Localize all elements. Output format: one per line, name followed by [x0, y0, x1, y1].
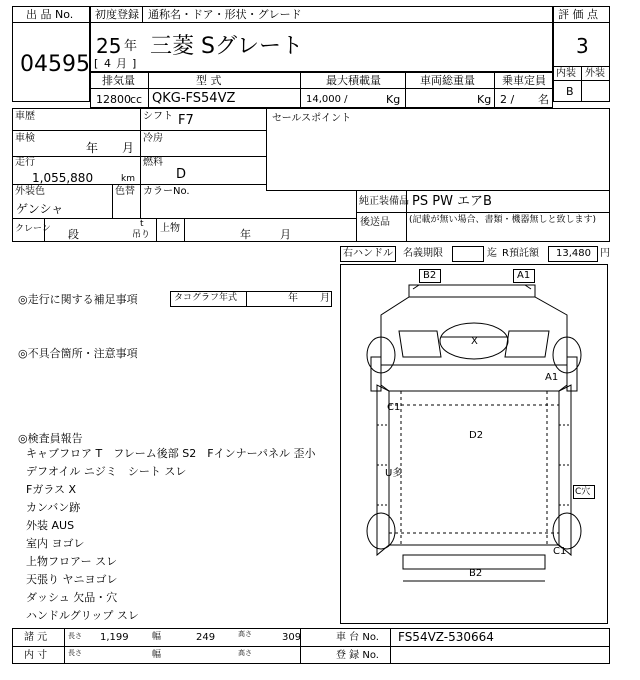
mark-d2: D2: [469, 430, 484, 441]
mark-x-cab: X: [471, 336, 478, 347]
upper-year-unit: 年: [240, 228, 251, 241]
color-change-label: 色替: [115, 186, 135, 197]
fuel-label: 燃料: [143, 157, 163, 168]
color-code-label: カラーNo.: [143, 186, 190, 197]
reg-year: 25: [96, 34, 122, 58]
displacement-unit: cc: [130, 93, 143, 106]
recycle-amount: 13,480: [556, 248, 591, 259]
inspector-line: ダッシュ 欠品・穴: [26, 591, 118, 604]
mark-c-hole: C穴: [575, 487, 591, 497]
in-length-label: 長さ: [68, 649, 82, 657]
model-label: 型 式: [196, 74, 222, 87]
displacement-label: 排気量: [102, 74, 135, 87]
height-label: 高さ: [238, 630, 252, 638]
registration-label: 登 録 No.: [336, 650, 379, 661]
chassis-value: FS54VZ-530664: [398, 630, 494, 644]
fuel-value: D: [176, 167, 187, 182]
inspection-month-unit: 月: [122, 141, 135, 155]
inspector-line: Fガラス X: [26, 483, 77, 496]
upper-month-unit: 月: [280, 228, 291, 241]
car-name: 三菱 Sグレート: [150, 34, 303, 59]
rating-label: 評 価 点: [558, 8, 598, 21]
inspector-report-label: ◎検査員報告: [18, 432, 83, 445]
crane-stage-unit: 段: [68, 228, 79, 241]
nominal-period-box: [452, 246, 484, 262]
inspector-line: デフオイル ニジミ シート スレ: [26, 465, 187, 478]
aftermarket-label: 後送品: [360, 217, 390, 228]
lot-number: 04595: [20, 52, 90, 77]
right-handle-label: 右ハンドル: [343, 248, 393, 259]
upper-body-label: 上物: [160, 223, 180, 234]
inspection-year-unit: 年: [86, 141, 99, 155]
cooling-label: 冷房: [143, 133, 163, 144]
max-load-value: 14,000 /: [306, 94, 348, 105]
driving-notes-label: ◎走行に関する補足事項: [18, 293, 138, 306]
rating-value: 3: [576, 34, 589, 58]
interior-label: 内装: [556, 68, 576, 79]
defects-label: ◎不具合箇所・注意事項: [18, 347, 138, 360]
selling-points-label: セールスポイント: [272, 113, 352, 124]
aftermarket-note: (記載が無い場合、書類・機器無しと致します): [409, 215, 597, 225]
lot-number-label: 出 品 No.: [26, 8, 74, 21]
inspector-line: ハンドルグリップ スレ: [26, 609, 139, 622]
color-value: ゲンシャ: [16, 202, 64, 216]
reg-month-unit: 月: [116, 57, 127, 70]
month-bracket-open: [: [94, 57, 99, 70]
mark-b2-top: B2: [423, 270, 437, 281]
shift-label: シフト: [143, 111, 173, 122]
mileage-unit: km: [121, 174, 135, 184]
reg-month: 4: [104, 57, 111, 70]
tachograph-year-unit: 年: [288, 293, 298, 304]
mark-b2-bottom: B2: [469, 568, 483, 579]
capacity-unit: 名: [538, 93, 549, 106]
name-label: 通称名・ドア・形状・グレード: [148, 8, 302, 21]
dims-label: 諸 元: [24, 632, 48, 643]
width-value: 249: [196, 632, 216, 643]
crane-ton-unit: t: [140, 219, 144, 229]
first-reg-label: 初度登録: [95, 8, 139, 21]
inspector-line: キャブフロア T フレーム後部 S2 Fインナーパネル 歪小: [26, 447, 316, 460]
until-label: 迄: [487, 248, 497, 259]
interior-dims-label: 内 寸: [24, 650, 48, 661]
chassis-label: 車 台 No.: [336, 632, 379, 643]
capacity-value: 2 /: [500, 93, 515, 106]
inspection-label: 車検: [15, 133, 35, 144]
inspector-line: カンバン跡: [26, 501, 81, 514]
max-load-unit: Kg: [386, 93, 401, 106]
length-value: 1,199: [100, 632, 129, 643]
mark-u-many: U多: [385, 468, 403, 479]
displacement-value: 12800: [96, 93, 131, 106]
in-width-label: 幅: [152, 650, 162, 660]
mileage-value: 1,055,880: [32, 171, 94, 185]
color-label: 外装色: [15, 186, 45, 197]
reg-year-unit: 年: [124, 39, 138, 54]
gvw-label: 車両総重量: [420, 74, 475, 87]
history-label: 車歴: [15, 111, 35, 122]
height-value: 309: [282, 632, 302, 643]
inspector-line: 上物フロアー スレ: [26, 555, 118, 568]
tachograph-label: タコグラフ年式: [174, 293, 238, 303]
recycle-unit: 円: [600, 248, 610, 259]
nominal-period-label: 名義期限: [403, 248, 443, 259]
month-bracket-close: ]: [132, 57, 137, 70]
damage-diagram: [340, 264, 608, 624]
length-label: 長さ: [68, 632, 82, 640]
interior-grade: B: [566, 85, 574, 98]
exterior-label: 外装: [585, 68, 605, 79]
mark-a1-top: A1: [517, 270, 531, 281]
mileage-label: 走行: [15, 157, 35, 168]
genuine-equip-label: 純正装備品: [359, 196, 409, 207]
gvw-unit: Kg: [477, 93, 492, 106]
inspector-line: 室内 ヨゴレ: [26, 537, 85, 550]
crane-hang-unit: 吊り: [132, 230, 151, 240]
in-height-label: 高さ: [238, 649, 252, 657]
inspector-line: 外装 AUS: [26, 519, 75, 532]
max-load-label: 最大積載量: [326, 74, 381, 87]
width-label: 幅: [152, 632, 162, 642]
crane-label: クレーン: [15, 224, 51, 234]
capacity-label: 乗車定員: [502, 74, 546, 87]
model-value: QKG-FS54VZ: [152, 91, 236, 106]
mark-a1-side: A1: [545, 372, 559, 383]
genuine-equip-value: PS PW エアB: [412, 194, 492, 209]
mark-c1-right: C1: [553, 546, 567, 557]
recycle-label: R預託額: [502, 248, 539, 259]
mark-c1-left: C1: [387, 402, 401, 413]
shift-value: F7: [178, 113, 194, 128]
inspector-line: 天張り ヤニヨゴレ: [26, 573, 118, 586]
tachograph-month-unit: 月: [320, 293, 330, 304]
